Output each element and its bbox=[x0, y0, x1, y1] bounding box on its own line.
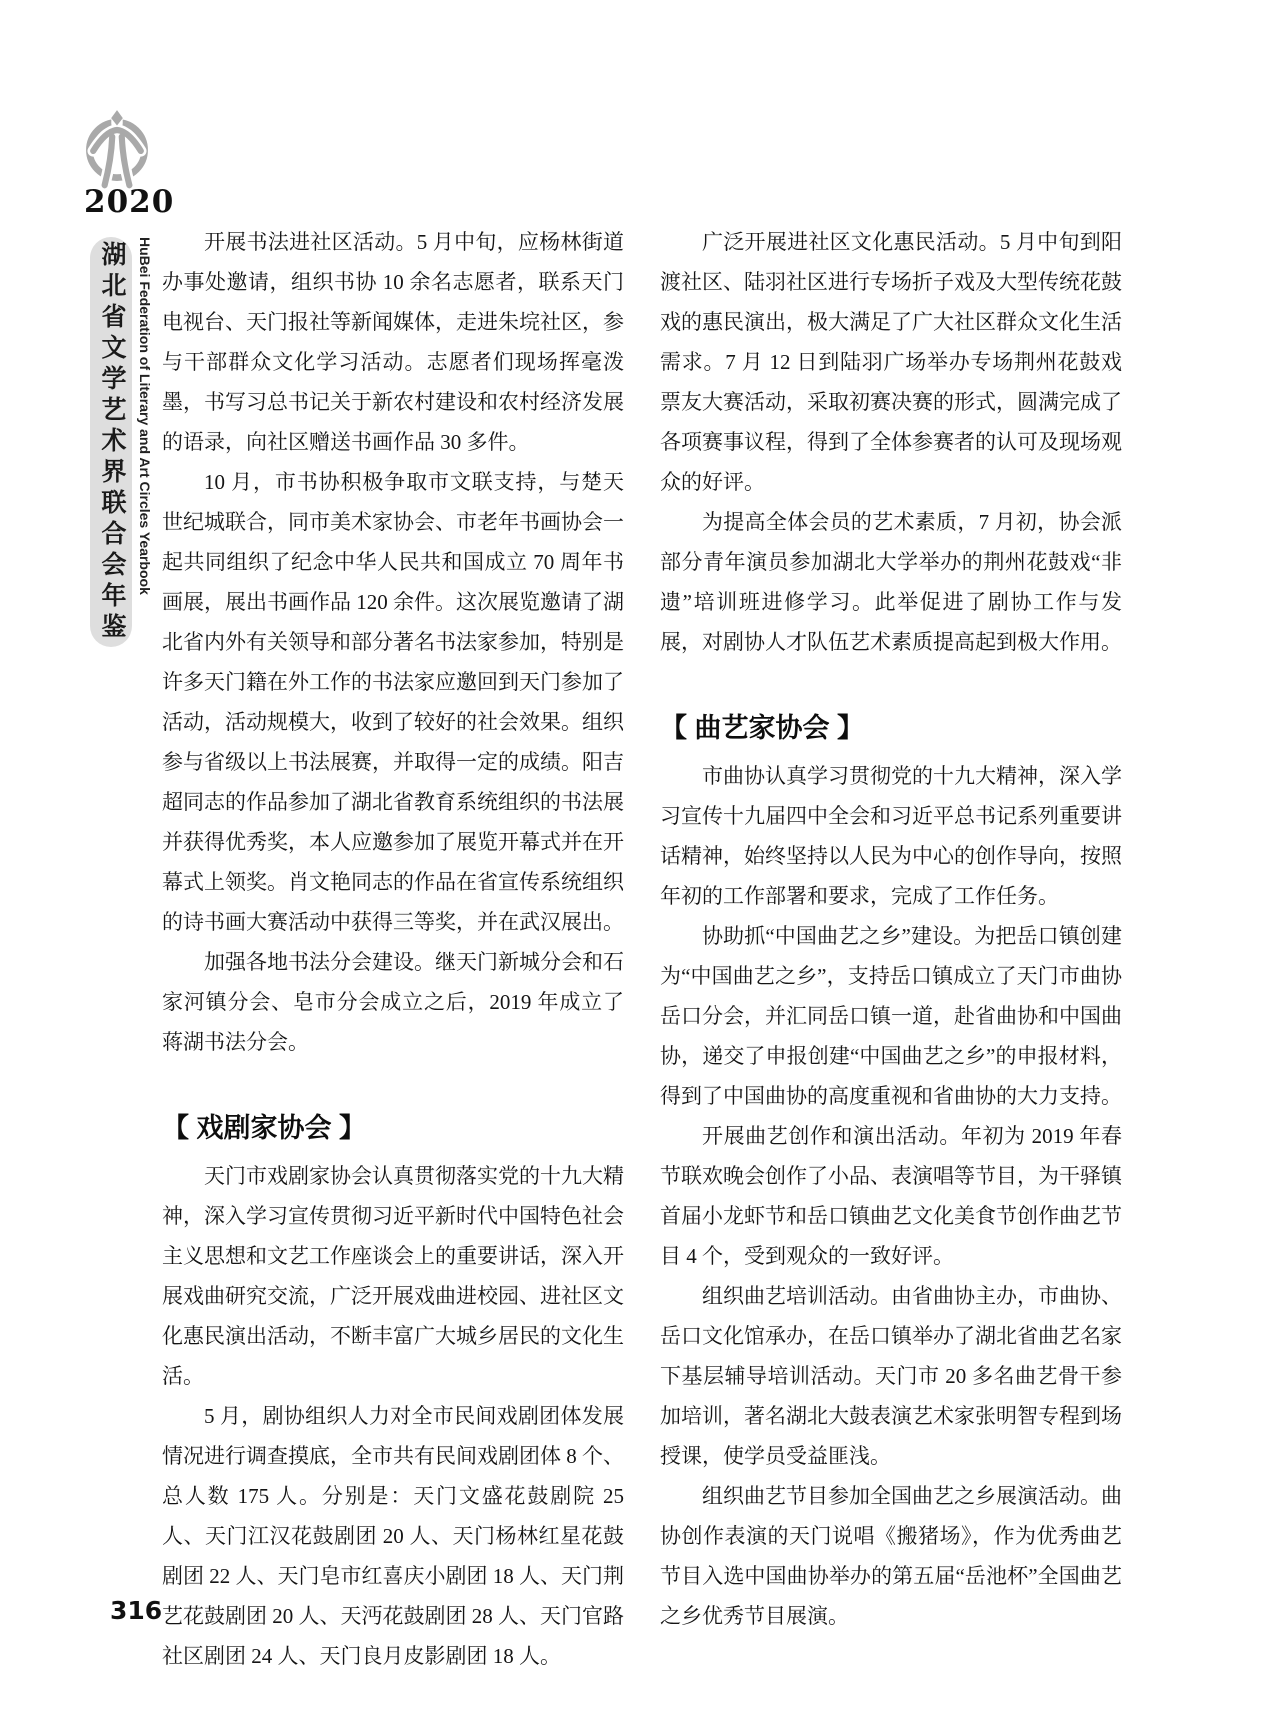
paragraph: 市曲协认真学习贯彻党的十九大精神，深入学习宣传十九届四中全会和习近平总书记系列重要讲话精神，始终坚持以人民为中心的创作导向，按照年初的工作部署和要求，完成了工作任务。 bbox=[660, 764, 1122, 908]
paragraph: 5 月，剧协组织人力对全市民间戏剧团体发展情况进行调查摸底，全市共有民间戏剧团体 8 个、总人数 175 人。分别是：天门文盛花鼓剧院 25 人、天门江汉花鼓剧团 20 人、天门杨林红星花鼓剧团 22 人、天门皂市红喜庆小剧团 18 人、天门荆艺花鼓剧团 20 人、天沔花鼓剧团 28 人、天门官路社区剧团 24 人、天门良月皮影剧团 18 人。 bbox=[162, 1404, 624, 1668]
sidebar-title-pill bbox=[90, 237, 132, 647]
page-number: 316 bbox=[110, 1596, 163, 1625]
paragraph: 10 月，市书协积极争取市文联支持，与楚天世纪城联合，同市美术家协会、市老年书画协会一起共同组织了纪念中华人民共和国成立 70 周年书画展，展出书画作品 120 余件。这次展览邀请了湖北省内外有关领导和部分著名书法家参加，特别是许多天门籍在外工作的书法家应邀回到天门参加了活动，活动规模大，收到了较好的社会效果。组织参与省级以上书法展赛，并取得一定的成绩。阳吉超同志的作品参加了湖北省教育系统组织的书法展并获得优秀奖，本人应邀参加了展览开幕式并在开幕式上领奖。肖文艳同志的作品在省宣传系统组织的诗书画大赛活动中获得三等奖，并在武汉展出。 bbox=[162, 470, 624, 934]
section-heading-drama-association: 【 戏剧家协会 】 bbox=[162, 1113, 367, 1143]
paragraph: 组织曲艺培训活动。由省曲协主办，市曲协、岳口文化馆承办，在岳口镇举办了湖北省曲艺名家下基层辅导培训活动。天门市 20 多名曲艺骨干参加培训，著名湖北大鼓表演艺术家张明智专程到场授课，使学员受益匪浅。 bbox=[660, 1284, 1122, 1468]
paragraph: 开展曲艺创作和演出活动。年初为 2019 年春节联欢晚会创作了小品、表演唱等节目，为干驿镇首届小龙虾节和岳口镇曲艺文化美食节创作曲艺节目 4 个，受到观众的一致好评。 bbox=[660, 1124, 1122, 1268]
federation-emblem-icon bbox=[78, 110, 156, 190]
paragraph: 为提高全体会员的艺术素质，7 月初，协会派部分青年演员参加湖北大学举办的荆州花鼓戏“非遗”培训班进修学习。此举促进了剧协工作与发展，对剧协人才队伍艺术素质提高起到极大作用。 bbox=[660, 510, 1122, 654]
paragraph: 加强各地书法分会建设。继天门新城分会和石家河镇分会、皂市分会成立之后，2019 年成立了蒋湖书法分会。 bbox=[162, 950, 624, 1054]
right-column bbox=[660, 222, 1122, 1636]
paragraph: 广泛开展进社区文化惠民活动。5 月中旬到阳渡社区、陆羽社区进行专场折子戏及大型传统花鼓戏的惠民演出，极大满足了广大社区群众文化生活需求。7 月 12 日到陆羽广场举办专场荆州花鼓戏票友大赛活动，采取初赛决赛的形式，圆满完成了各项赛事议程，得到了全体参赛者的认可及现场观众的好评。 bbox=[660, 230, 1122, 494]
year-label: 2020 bbox=[84, 184, 175, 220]
left-column bbox=[162, 222, 624, 1676]
paragraph: 协助抓“中国曲艺之乡”建设。为把岳口镇创建为“中国曲艺之乡”，支持岳口镇成立了天门市曲协岳口分会，并汇同岳口镇一道，赴省曲协和中国曲协，递交了申报创建“中国曲艺之乡”的申报材料，得到了中国曲协的高度重视和省曲协的大力支持。 bbox=[660, 924, 1122, 1108]
sidebar-title-en: HuBei Federation of Literary and Art Circles Yearbook bbox=[137, 237, 153, 595]
sidebar-title-cn: 湖北省文学艺术界联合会年鉴 bbox=[98, 240, 125, 644]
paragraph: 组织曲艺节目参加全国曲艺之乡展演活动。曲协创作表演的天门说唱《搬猪场》，作为优秀曲艺节目入选中国曲协举办的第五届“岳池杯”全国曲艺之乡优秀节目展演。 bbox=[660, 1484, 1122, 1628]
paragraph: 天门市戏剧家协会认真贯彻落实党的十九大精神，深入学习宣传贯彻习近平新时代中国特色社会主义思想和文艺工作座谈会上的重要讲话，深入开展戏曲研究交流，广泛开展戏曲进校园、进社区文化惠民演出活动，不断丰富广大城乡居民的文化生活。 bbox=[162, 1164, 624, 1388]
section-heading-quyi-association: 【 曲艺家协会 】 bbox=[660, 713, 865, 743]
paragraph: 开展书法进社区活动。5 月中旬，应杨林街道办事处邀请，组织书协 10 余名志愿者，联系天门电视台、天门报社等新闻媒体，走进朱垸社区，参与干部群众文化学习活动。志愿者们现场挥毫泼墨，书写习总书记关于新农村建设和农村经济发展的语录，向社区赠送书画作品 30 多件。 bbox=[162, 230, 624, 454]
